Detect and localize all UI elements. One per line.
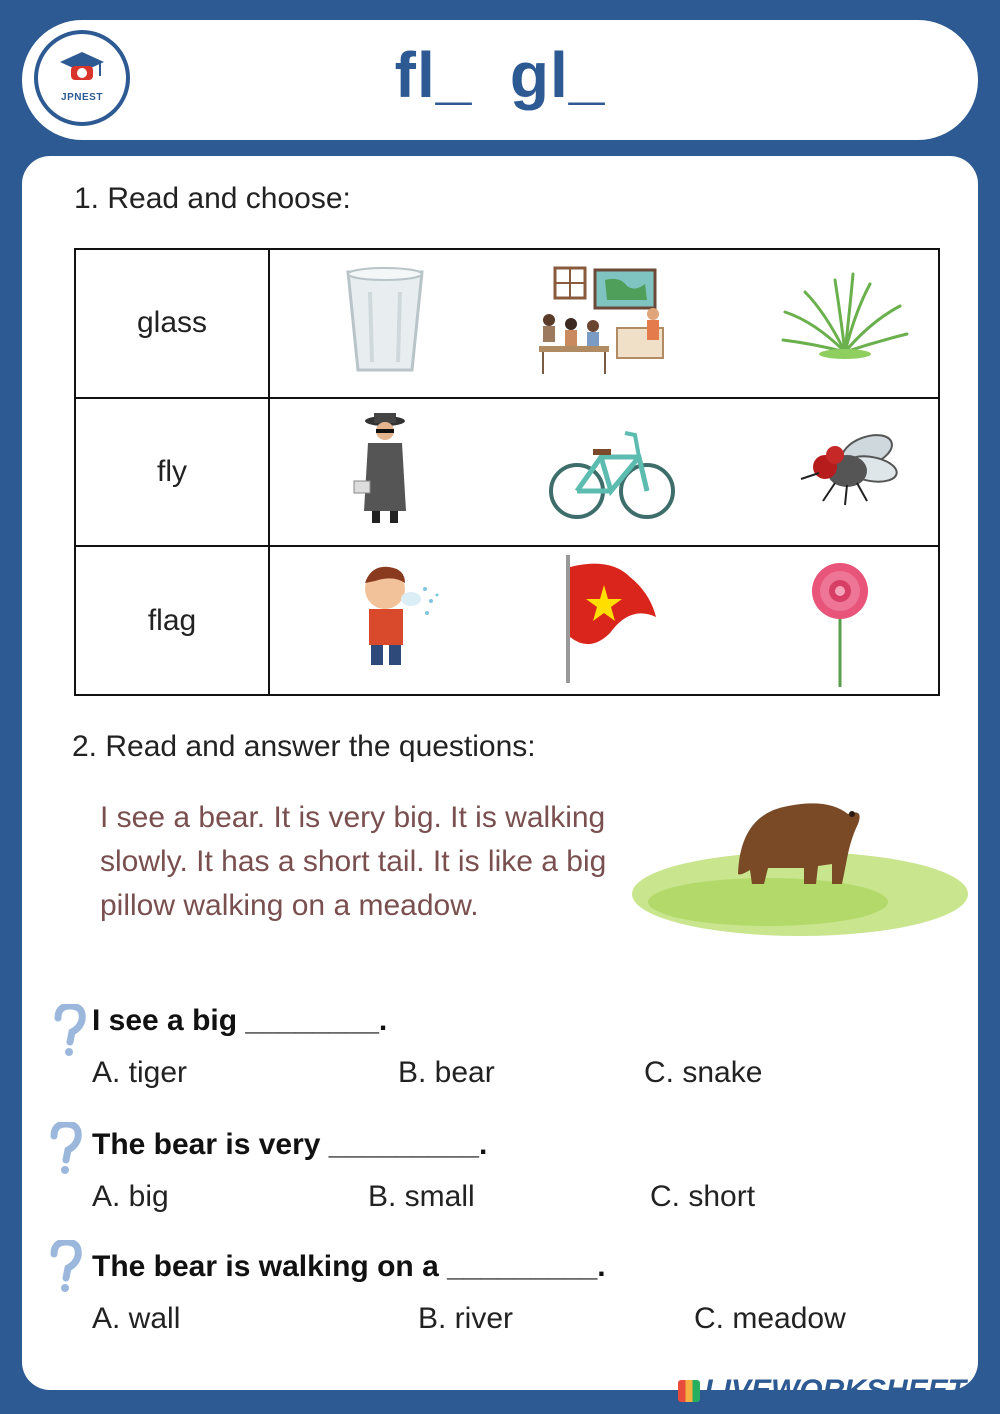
option-3b[interactable]: B. river	[418, 1302, 514, 1335]
table-row	[75, 546, 939, 695]
choose-table	[74, 248, 940, 696]
row-word: glass	[75, 249, 269, 398]
reading-passage: I see a bear. It is very big. It is walking slowly. It has a short tail. It is like a big pillow walking on a meadow.	[100, 801, 607, 922]
watermark-text: LIVEWORKSHEETS	[704, 1374, 986, 1407]
question-mark-icon	[48, 1122, 82, 1176]
row-word: fly	[75, 398, 269, 547]
option-1c[interactable]: C. snake	[644, 1056, 763, 1089]
question-2-text: The bear is very _________.	[92, 1128, 488, 1161]
flower-icon[interactable]	[800, 559, 880, 691]
bicycle-icon[interactable]	[545, 411, 679, 531]
header	[22, 20, 978, 140]
option-2a[interactable]: A. big	[92, 1180, 169, 1213]
option-1b[interactable]: B. bear	[398, 1056, 495, 1089]
classroom-icon[interactable]	[535, 262, 675, 382]
option-1a[interactable]: A. tiger	[92, 1056, 188, 1089]
option-3a[interactable]: A. wall	[92, 1302, 181, 1335]
bear-icon	[628, 784, 972, 944]
option-2c[interactable]: C. short	[650, 1180, 756, 1213]
table-row	[75, 398, 939, 547]
worksheet-card	[22, 156, 978, 1390]
liveworksheets-watermark	[678, 1374, 986, 1408]
fly-icon[interactable]	[795, 411, 905, 531]
grass-icon[interactable]	[775, 262, 915, 382]
question-mark-icon	[52, 1004, 86, 1058]
section2-title: 2. Read and answer the questions:	[72, 730, 536, 763]
sneezing-boy-icon[interactable]	[345, 559, 445, 679]
question-1-text: I see a big ________.	[92, 1004, 388, 1037]
option-2b[interactable]: B. small	[368, 1180, 475, 1213]
option-3c[interactable]: C. meadow	[694, 1302, 846, 1335]
question-3-text: The bear is walking on a _________.	[92, 1250, 606, 1283]
row-word: flag	[75, 546, 269, 695]
logo-text: JPNEST	[61, 92, 103, 103]
flag-icon[interactable]	[560, 553, 660, 685]
table-row	[75, 249, 939, 398]
liveworksheets-logo-icon	[678, 1380, 700, 1402]
glass-icon[interactable]	[320, 262, 450, 382]
spy-icon[interactable]	[340, 411, 430, 531]
section1-title: 1. Read and choose:	[74, 182, 351, 215]
page-title: fl_ gl_	[394, 39, 606, 111]
question-mark-icon	[48, 1240, 82, 1294]
